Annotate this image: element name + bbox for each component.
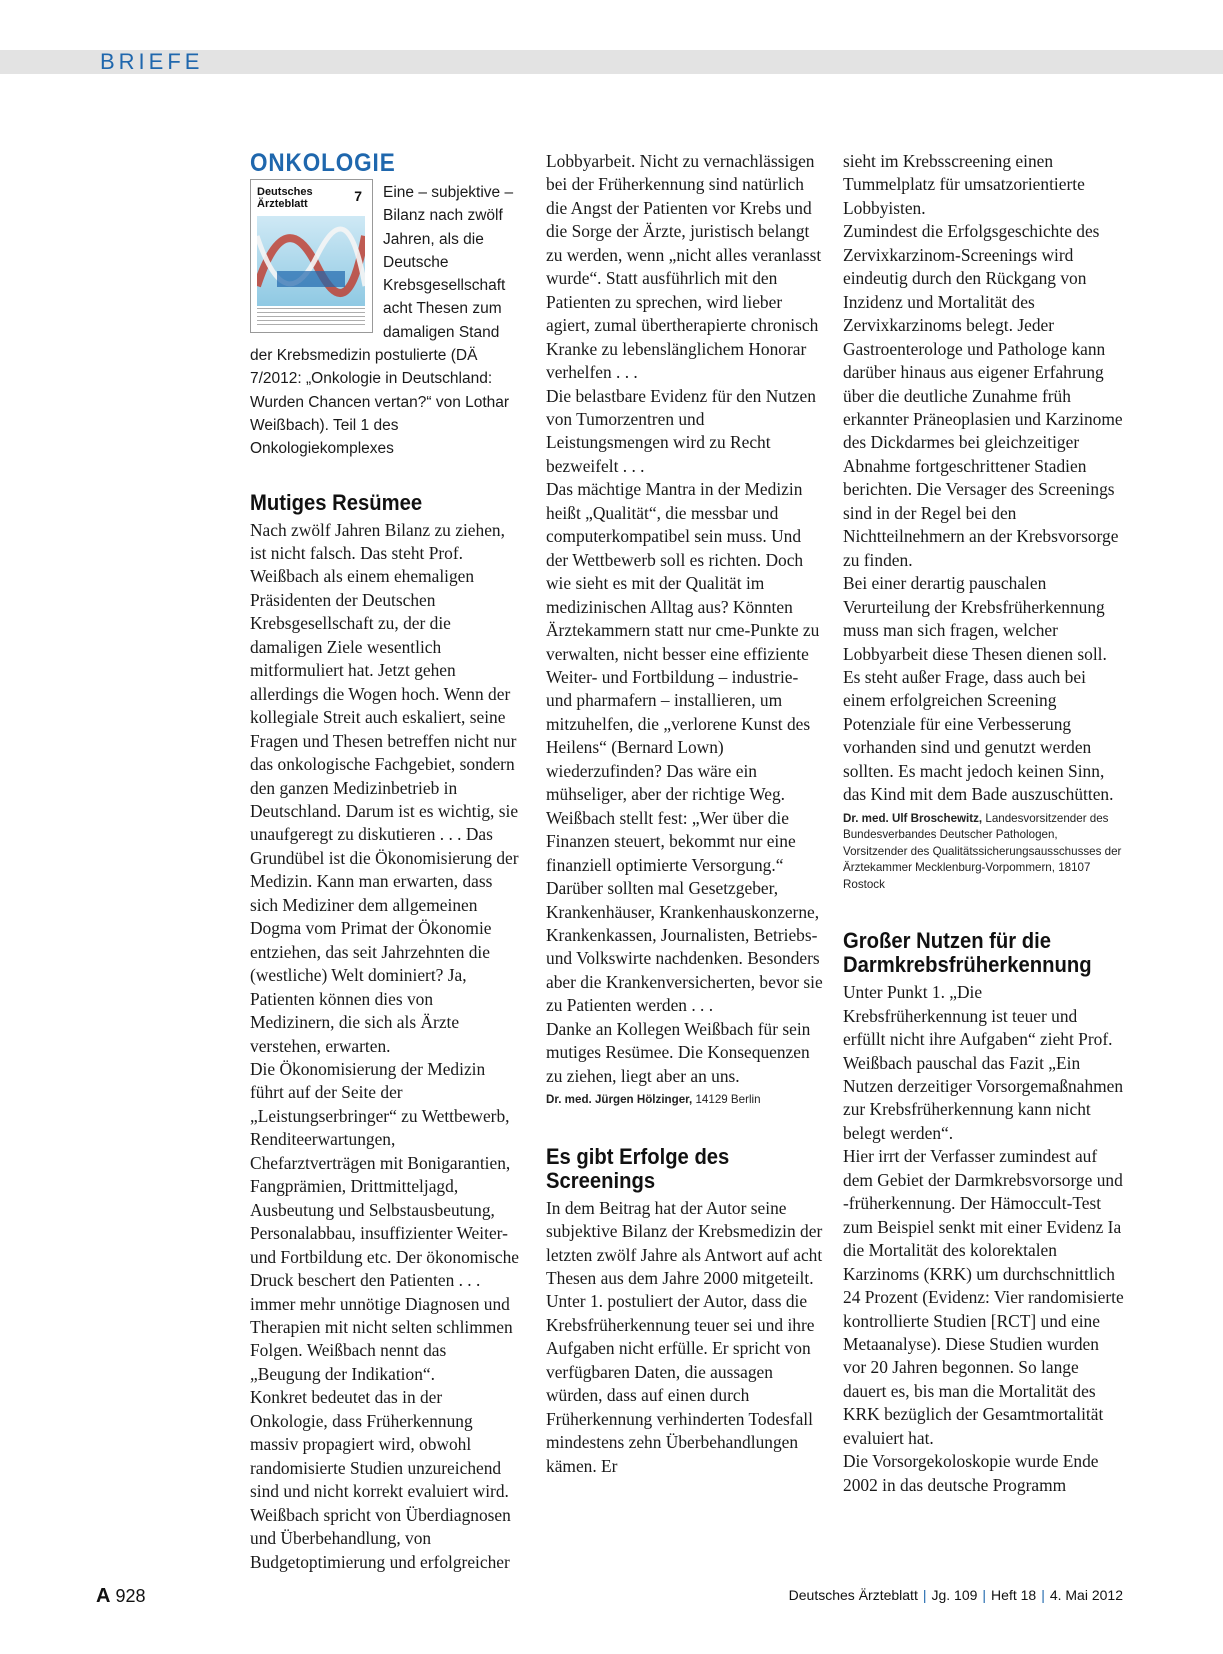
paragraph: Danke an Kollegen Weißbach für sein mutiges Resümee. Die Konsequenzen zu ziehen, liegt aber an uns.: [546, 1018, 811, 1086]
paragraph: Das mächtige Mantra in der Medizin heißt „Qualität“, die messbar und computerkompatibel sein muss. Und der Wettbewerb soll es richten. Doch wie sieht es mit der Qualität im medizinischen Alltag aus? Könnten Ärztekammern statt nur cme-Punkte zu verwalten, nicht besser eine effiziente Weiter- und Fortbildung – industrie- und pharmafern – installieren, um mitzuhelfen, die „verlorene Kunst des Heilens“ (Bernard Lown) wiederzufinden? Das wäre ein mühseliger, aber der richtige Weg.: [546, 479, 820, 805]
cover-issue: 7: [354, 188, 362, 204]
page-number: A 928: [96, 1585, 146, 1607]
heading-grosser-nutzen: Großer Nutzen für die Darmkrebsfrüherkennung: [843, 928, 1092, 978]
column-2: [546, 150, 823, 1478]
magazine-cover-image: [250, 179, 373, 333]
kicker-onkologie: ONKOLOGIE: [250, 149, 396, 177]
footer-date: 4. Mai 2012: [1049, 1587, 1123, 1603]
paragraph: Bei einer derartig pauschalen Verurteilung der Krebsfrüherkennung muss man sich fragen, welcher Lobbyarbeit diese Thesen dienen soll. Es steht außer Frage, dass auch bei einem erfolgreichen Screening Potenziale für eine Verbesserung vorhanden sind und genutzt werden sollten. Es macht jedoch keinen Sinn, das Kind mit dem Bade auszuschütten.: [843, 573, 1114, 805]
footer-citation: Deutsches Ärzteblatt | Jg. 109 | Heft 18 | 4. Mai 2012: [788, 1587, 1123, 1603]
paragraph: Lobbyarbeit. Nicht zu vernachlässigen bei der Früherkennung sind natürlich die Angst der Patienten vor Krebs und die Sorge der Ärzte, juristisch belangt zu werden, wenn „nicht alles veranlasst wurde“. Statt ausführlich mit den Patienten zu sprechen, wird lieber agiert, zumal übertherapierte chronisch Kranke zu lebenslänglichem Honorar verhelfen . . .: [546, 151, 822, 383]
paragraph: Unter Punkt 1. „Die Krebsfrüherkennung ist teuer und erfüllt nicht ihre Aufgaben“ zieht Prof. Weißbach pauschal das Fazit „Ein Nutzen derzeitiger Vorsorgemaßnahmen zur Krebsfrüherkennung kann nicht belegt werden“.: [843, 982, 1124, 1143]
paragraph: Konkret bedeutet das in der Onkologie, dass Früherkennung massiv propagiert wird, obwohl randomisierte Studien unzureichend sind und nicht korrekt evaluiert wird. Weißbach spricht von Überdiagnosen und Überbehandlung, von Budgetoptimierung und erfolgreicher: [250, 1387, 511, 1572]
footer-issue: Heft 18: [991, 1587, 1037, 1603]
column-3: [843, 150, 1124, 1497]
paragraph: Weißbach stellt fest: „Wer über die Finanzen steuert, bekommt nur eine finanziell optimierte Versorgung.“ Darüber sollten mal Gesetzgeber, Krankenhäuser, Krankenhauskonzerne, Krankenkassen, Journalisten, Betriebs- und Volkswirte nachdenken. Besonders aber die Krankenversicherten, bevor sie zu Patienten werden . . .: [546, 807, 823, 1016]
cover-title: Deutsches Ärzteblatt: [257, 186, 313, 210]
column-1: [250, 150, 521, 1574]
signature-hoelzinger: Dr. med. Jürgen Hölzinger, 14129 Berlin: [546, 1093, 761, 1107]
footer-volume: Jg. 109: [931, 1587, 978, 1603]
heading-mutiges-resuemee: Mutiges Resümee: [250, 489, 423, 515]
paragraph: Die belastbare Evidenz für den Nutzen von Tumorzentren und Leistungsmengen wird zu Recht bezweifelt . . .: [546, 385, 816, 476]
footer-journal: Deutsches Ärzteblatt: [788, 1587, 918, 1603]
paragraph: Nach zwölf Jahren Bilanz zu ziehen, ist nicht falsch. Das steht Prof. Weißbach als einem ehemaligen Präsidenten der Deutschen Krebsgesellschaft zu, der die damaligen Ziele wesentlich mitformuliert hat. Jetzt gehen allerdings die Wogen hoch. Wenn der kollegiale Streit auch eskaliert, seine Fragen und Thesen betreffen nicht nur das onkologische Fachgebiet, sondern den ganzen Medizinbetrieb in Deutschland. Darum ist es wichtig, sie unaufgeregt zu diskutieren . . . Das Grundübel ist die Ökonomisierung der Medizin. Kann man erwarten, dass sich Mediziner dem allgemeinen Dogma vom Primat der Ökonomie entziehen, das seit Jahrzehnten die (westliche) Welt dominiert? Ja, Patienten können dies von Medizinern, die sich als Ärzte verstehen, erwarten.: [250, 519, 519, 1056]
paragraph: sieht im Krebsscreening einen Tummelplatz für umsatzorientierte Lobbyisten.: [843, 151, 1085, 218]
paragraph: Die Ökonomisierung der Medizin führt auf der Seite der „Leistungserbringer“ zu Wettbewerb, Renditeerwartungen, Chefarztverträgen mit Bonigarantien, Fangprämien, Drittmitteljagd, Ausbeutung und Selbstausbeutung, Personalabbau, insuffizienter Weiter- und Fortbildung etc. Der ökonomische Druck beschert den Patienten . . . immer mehr unnötige Diagnosen und Therapien mit nicht selten schlimmen Folgen. Weißbach nennt das „Beugung der Indikation“.: [250, 1058, 520, 1384]
section-label: BRIEFE: [100, 49, 204, 74]
signature-broschewitz: Dr. med. Ulf Broschewitz, Landesvorsitzender des Bundesverbandes Deutscher Pathologen, Vorsitzender des Qualitätssicherungsausschusses der Ärztekammer Mecklenburg-Vorpommern, 18107 Rostock: [843, 811, 1122, 891]
heading-erfolge-screening: Es gibt Erfolge des Screenings: [546, 1143, 730, 1193]
paragraph: Zumindest die Erfolgsgeschichte des Zervixkarzinom-Screenings wird eindeutig durch den Rückgang von Inzidenz und Mortalität des Zervixkarzinoms belegt. Jeder Gastroenterologe und Pathologe kann darüber hinaus aus eigener Erfahrung über die deutliche Zunahme früh erkannter Präneoplasien und Karzinome des Dickdarmes bei gleichzeitiger Abnahme fortgeschrittener Stadien berichten. Die Versager des Screenings sind in der Regel bei den Nichtteilnehmern an der Krebsvorsorge zu finden.: [843, 221, 1123, 570]
cover-text-lines: [257, 308, 365, 326]
paragraph: Die Vorsorgekoloskopie wurde Ende 2002 in das deutsche Programm: [843, 1451, 1099, 1495]
paragraph: In dem Beitrag hat der Autor seine subjektive Bilanz der Krebsmedizin der letzten zwölf Jahre als Antwort auf acht Thesen aus dem Jahre 2000 mitgeteilt. Unter 1. postuliert der Autor, dass die Krebsfrüherkennung teuer sei und ihre Aufgaben nicht erfülle. Er spricht von verfügbaren Daten, die aussagen würden, dass auf einen durch Früherkennung verhinderten Todesfall mindestens zehn Überbehandlungen kämen. Er: [546, 1197, 823, 1476]
dna-illustration: [257, 216, 365, 306]
intro-text: Eine – subjektive – Bilanz nach zwölf Jahren, als die Deutsche Krebsgesellschaft acht Thesen zum damaligen Stand der Krebsmedizin postulierte (DÄ 7/2012: „Onkologie in Deutschland: Wurden Chancen vertan?“ von Lothar Weißbach). Teil 1 des Onkologiekomplexes: [250, 184, 514, 458]
paragraph: Hier irrt der Verfasser zumindest auf dem Gebiet der Darmkrebsvorsorge und -früherkennung. Der Hämoccult-Test zum Beispiel senkt mit einer Evidenz Ia die Mortalität des kolorektalen Karzinoms (KRK) um durchschnittlich 24 Prozent (Evidenz: Vier randomisierte kontrollierte Studien [RCT] und eine Metaanalyse). Diese Studien wurden vor 20 Jahren begonnen. So lange dauert es, bis man die Mortalität des KRK bezüglich der Gesamtmortalität evaluiert hat.: [843, 1146, 1124, 1448]
